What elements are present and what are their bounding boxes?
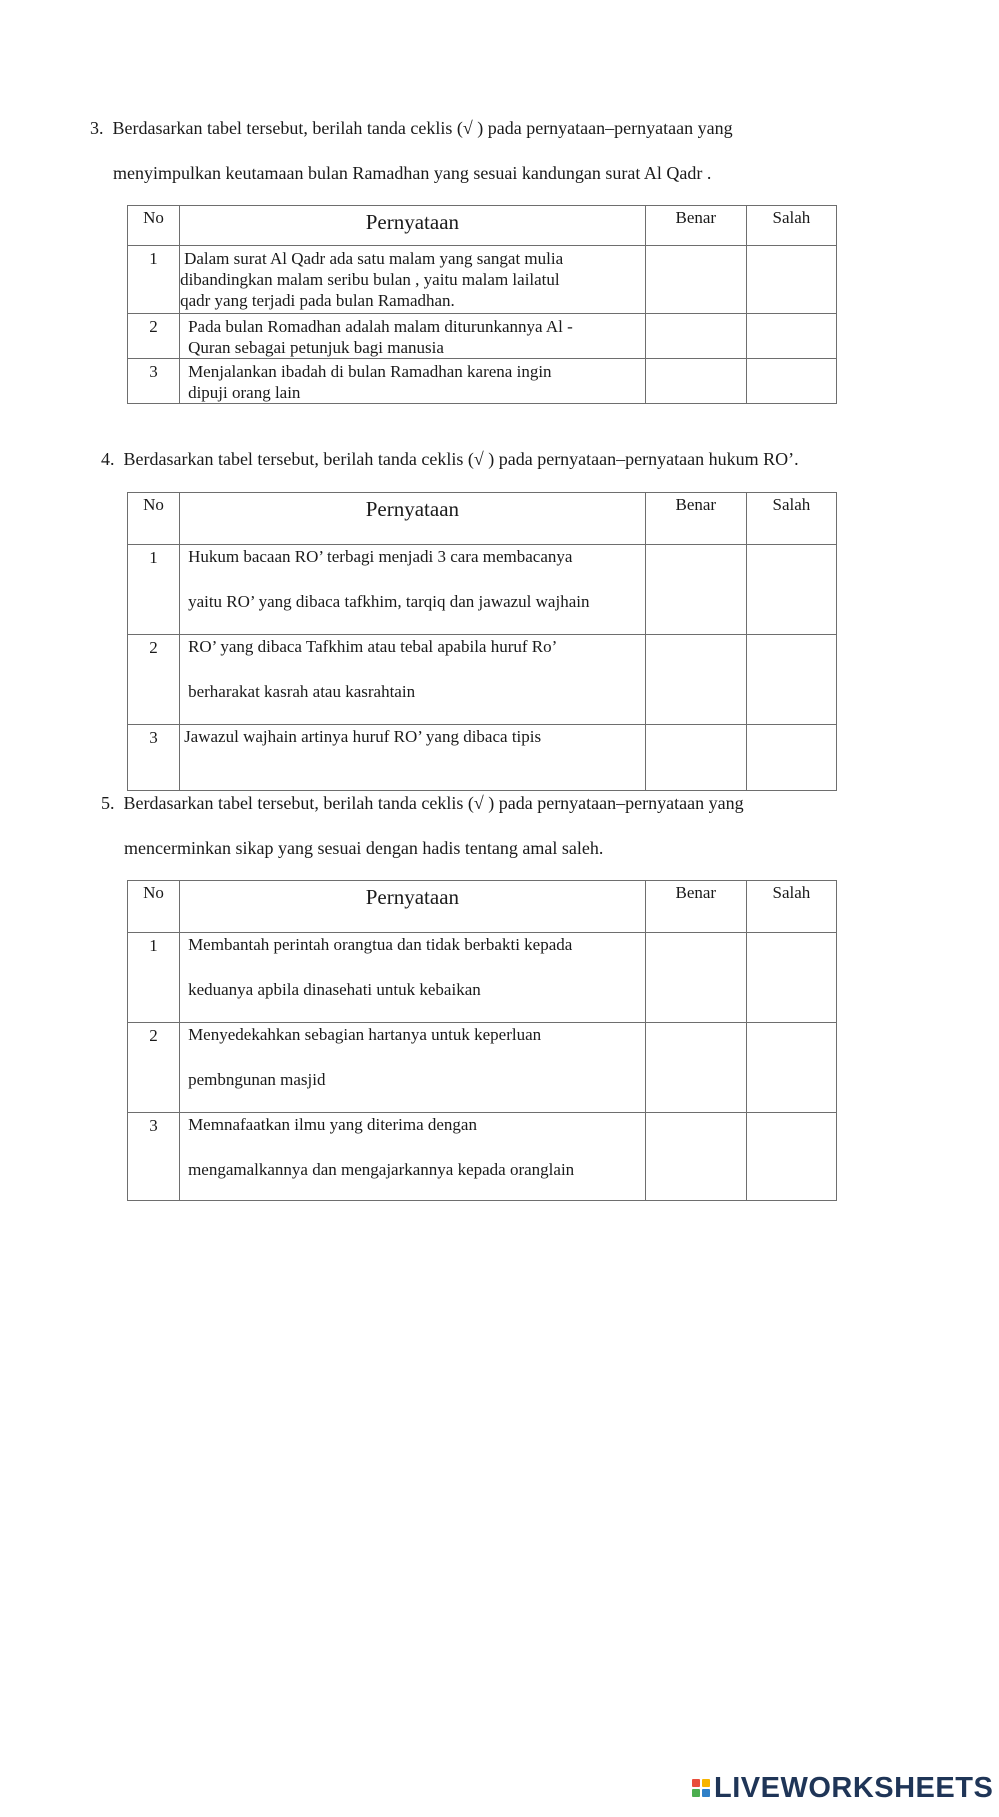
header-statement: Pernyataan xyxy=(180,881,646,933)
row-statement xyxy=(180,246,646,314)
answer-benar-cell[interactable] xyxy=(645,1113,746,1201)
question-5-number: 5. xyxy=(101,793,115,813)
question-3-prompt-line1 xyxy=(90,117,733,139)
header-no: No xyxy=(128,881,180,933)
logo-square-blue xyxy=(702,1789,710,1797)
statement-line: dibandingkan malam seribu bulan , yaitu malam lailatul xyxy=(180,270,560,289)
header-benar: Benar xyxy=(645,881,746,933)
question-5-prompt-text: Berdasarkan tabel tersebut, berilah tanda ceklis (√ ) pada pernyataan–pernyataan yang xyxy=(123,793,744,813)
row-number: 1 xyxy=(128,933,180,1023)
row-number: 1 xyxy=(128,246,180,314)
answer-benar-cell[interactable] xyxy=(645,359,746,404)
statement-line: RO’ yang dibaca Tafkhim atau tebal apabila huruf Ro’ xyxy=(188,637,558,656)
statement-line: Dalam surat Al Qadr ada satu malam yang sangat mulia xyxy=(184,249,564,268)
answer-salah-cell[interactable] xyxy=(746,246,836,314)
header-no: No xyxy=(128,493,180,545)
row-number: 2 xyxy=(128,1023,180,1113)
row-statement xyxy=(180,635,646,725)
answer-benar-cell[interactable] xyxy=(645,933,746,1023)
question-3-number: 3. xyxy=(90,118,104,138)
row-statement xyxy=(180,933,646,1023)
answer-benar-cell[interactable] xyxy=(645,246,746,314)
question-3-prompt-text: Berdasarkan tabel tersebut, berilah tanda ceklis (√ ) pada pernyataan–pernyataan yang xyxy=(112,118,733,138)
question-3-table xyxy=(127,205,837,404)
answer-benar-cell[interactable] xyxy=(645,1023,746,1113)
logo-square-yellow xyxy=(702,1779,710,1787)
answer-salah-cell[interactable] xyxy=(746,545,836,635)
answer-benar-cell[interactable] xyxy=(645,725,746,791)
question-5-prompt-line2: mencerminkan sikap yang sesuai dengan hadis tentang amal saleh. xyxy=(124,838,604,858)
table-row xyxy=(128,1113,837,1201)
answer-salah-cell[interactable] xyxy=(746,933,836,1023)
question-3-prompt-line2: menyimpulkan keutamaan bulan Ramadhan yang sesuai kandungan surat Al Qadr . xyxy=(113,163,712,183)
statement-line: Memnafaatkan ilmu yang diterima dengan xyxy=(188,1115,477,1134)
row-statement xyxy=(180,314,646,359)
row-statement xyxy=(180,359,646,404)
statement-line: yaitu RO’ yang dibaca tafkhim, tarqiq dan jawazul wajhain xyxy=(188,592,590,611)
statement-line: Jawazul wajhain artinya huruf RO’ yang dibaca tipis xyxy=(184,727,542,746)
question-4-table xyxy=(127,492,837,791)
statement-line: dipuji orang lain xyxy=(188,383,301,402)
answer-salah-cell[interactable] xyxy=(746,725,836,791)
answer-benar-cell[interactable] xyxy=(645,545,746,635)
answer-salah-cell[interactable] xyxy=(746,359,836,404)
header-salah: Salah xyxy=(746,881,836,933)
header-statement: Pernyataan xyxy=(180,493,646,545)
answer-salah-cell[interactable] xyxy=(746,1023,836,1113)
answer-salah-cell[interactable] xyxy=(746,314,836,359)
answer-salah-cell[interactable] xyxy=(746,635,836,725)
row-number: 3 xyxy=(128,725,180,791)
row-statement xyxy=(180,725,646,791)
row-number: 2 xyxy=(128,314,180,359)
table-header-row xyxy=(128,206,837,246)
question-4-number: 4. xyxy=(101,449,115,469)
statement-line: mengamalkannya dan mengajarkannya kepada oranglain xyxy=(188,1160,575,1179)
logo-square-green xyxy=(692,1789,700,1797)
row-statement xyxy=(180,1113,646,1201)
header-salah: Salah xyxy=(746,206,836,246)
row-statement xyxy=(180,1023,646,1113)
table-row xyxy=(128,635,837,725)
row-number: 3 xyxy=(128,359,180,404)
table-row xyxy=(128,545,837,635)
statement-line: qadr yang terjadi pada bulan Ramadhan. xyxy=(180,291,455,310)
question-4-prompt-text: Berdasarkan tabel tersebut, berilah tanda ceklis (√ ) pada pernyataan–pernyataan hukum RO’. xyxy=(123,449,799,469)
table-row xyxy=(128,933,837,1023)
header-benar: Benar xyxy=(645,493,746,545)
table-row xyxy=(128,359,837,404)
statement-line: Menjalankan ibadah di bulan Ramadhan karena ingin xyxy=(188,362,552,381)
header-benar: Benar xyxy=(645,206,746,246)
statement-line: pembngunan masjid xyxy=(188,1070,326,1089)
header-salah: Salah xyxy=(746,493,836,545)
question-4-prompt-line1 xyxy=(101,448,799,470)
logo-mark-icon xyxy=(692,1779,710,1797)
statement-line: Membantah perintah orangtua dan tidak berbakti kepada xyxy=(188,935,573,954)
row-statement xyxy=(180,545,646,635)
table-row xyxy=(128,1023,837,1113)
statement-line: Hukum bacaan RO’ terbagi menjadi 3 cara membacanya xyxy=(188,547,573,566)
liveworksheets-logo[interactable] xyxy=(692,1772,993,1804)
statement-line: Menyedekahkan sebagian hartanya untuk keperluan xyxy=(188,1025,542,1044)
question-5-table xyxy=(127,880,837,1201)
question-5-prompt-line1 xyxy=(101,792,744,814)
header-no: No xyxy=(128,206,180,246)
row-number: 2 xyxy=(128,635,180,725)
answer-benar-cell[interactable] xyxy=(645,635,746,725)
answer-benar-cell[interactable] xyxy=(645,314,746,359)
logo-text: LIVEWORKSHEETS xyxy=(714,1771,994,1804)
row-number: 1 xyxy=(128,545,180,635)
statement-line: keduanya apbila dinasehati untuk kebaikan xyxy=(188,980,481,999)
table-row xyxy=(128,246,837,314)
statement-line: Pada bulan Romadhan adalah malam diturunkannya Al - xyxy=(188,317,573,336)
table-row xyxy=(128,314,837,359)
answer-salah-cell[interactable] xyxy=(746,1113,836,1201)
statement-line: berharakat kasrah atau kasrahtain xyxy=(188,682,416,701)
logo-square-red xyxy=(692,1779,700,1787)
table-row xyxy=(128,725,837,791)
statement-line: Quran sebagai petunjuk bagi manusia xyxy=(188,338,444,357)
row-number: 3 xyxy=(128,1113,180,1201)
header-statement: Pernyataan xyxy=(180,206,646,246)
